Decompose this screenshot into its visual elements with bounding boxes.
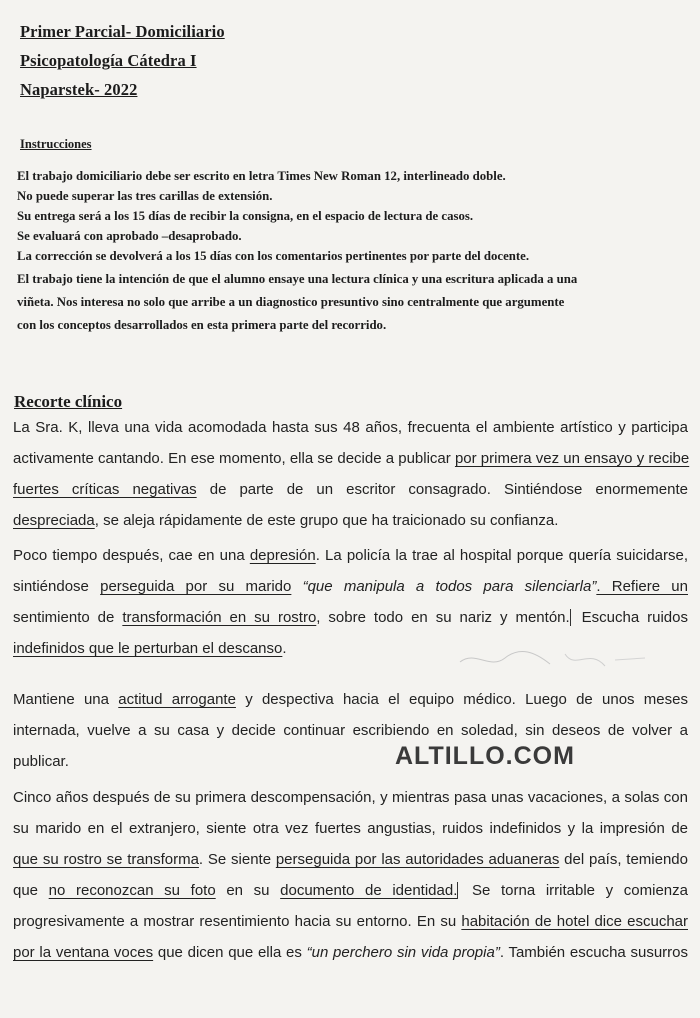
text-span: . Se siente — [198, 851, 276, 868]
instruction-line: El trabajo tiene la intención de que el alumno ensaye una lectura clínica y una escritura aplicada a una — [17, 272, 578, 286]
instruction-line: Se evaluará con aprobado –desaprobado. — [17, 229, 242, 243]
text-line — [13, 443, 688, 474]
text-line — [13, 540, 688, 571]
instructions-body — [17, 166, 687, 335]
underlined-text: por primera vez un ensayo y recibe — [454, 450, 690, 467]
clinical-case-heading: Recorte clínico — [14, 392, 123, 411]
text-span: progresivamente a mostrar resentimiento hacia su entorno. En su — [13, 913, 462, 930]
course-name: Psicopatología Cátedra I — [20, 51, 197, 70]
instruction-line: Su entrega será a los 15 días de recibir la consigna, en el espacio de lectura de casos. — [17, 209, 474, 223]
text-span: Poco tiempo después, cae en una — [13, 547, 250, 564]
underlined-text: indefinidos que le perturban el descanso — [13, 640, 283, 657]
text-line — [13, 602, 688, 633]
quote-text: “que manipula a todos para silenciarla” — [291, 578, 597, 595]
text-span: . — [282, 640, 287, 657]
text-span: del país, temiendo — [559, 851, 688, 868]
text-line — [13, 906, 688, 937]
text-line: internada, vuelve a su casa y decide continuar escribiendo en soledad, sin deseos de volver a — [13, 722, 688, 739]
case-paragraph-3 — [13, 684, 688, 777]
underlined-text: depresión — [249, 547, 316, 564]
instruction-line: El trabajo domiciliario debe ser escrito en letra Times New Roman 12, interlineado doble. — [17, 169, 506, 183]
text-span: Mantiene una — [13, 691, 119, 708]
text-line — [13, 937, 688, 968]
text-span: y despectiva hacia el equipo médico. Luego de unos meses — [235, 691, 688, 708]
bracketed-text: Escucha ruidos — [570, 609, 688, 626]
text-line — [13, 844, 688, 875]
text-span: sintiéndose — [13, 578, 101, 595]
underlined-text: transformación en su rostro — [122, 609, 317, 626]
text-span: que dicen que ella es — [153, 944, 307, 961]
text-span: que — [13, 882, 49, 899]
underlined-text: . Refiere un — [596, 578, 688, 595]
text-span: , se aleja rápidamente de este grupo que ha traicionado su confianza. — [94, 512, 559, 529]
underlined-text: fuertes críticas negativas — [13, 481, 197, 498]
pencil-scribble-mark — [455, 640, 655, 680]
underlined-text: habitación de hotel dice escuchar — [461, 913, 688, 930]
text-line — [13, 505, 688, 536]
text-span: sentimiento de — [13, 609, 123, 626]
text-line: su marido en el extranjero, siente otra vez fuertes angustias, ruidos indefinidos y la impresión de — [13, 820, 688, 837]
text-span: . La policía la trae al hospital porque quería suicidarse, — [315, 547, 688, 564]
underlined-text: perseguida por su marido — [100, 578, 292, 595]
text-line — [13, 571, 688, 602]
text-line — [13, 684, 688, 715]
text-line: Cinco años después de su primera descompensación, y mientras pasa unas vacaciones, a solas con — [13, 789, 688, 806]
exam-title: Primer Parcial- Domiciliario — [20, 22, 225, 41]
text-span: en su — [215, 882, 281, 899]
text-span: . También escucha susurros — [499, 944, 689, 961]
instruction-line: La corrección se devolverá a los 15 días con los comentarios pertinentes por parte del docente. — [17, 249, 530, 263]
professor-year: Naparstek- 2022 — [20, 80, 138, 99]
underlined-text: despreciada — [13, 512, 95, 529]
bracketed-text: Se torna irritable y comienza — [457, 882, 688, 899]
underlined-text: documento de identidad. — [280, 882, 458, 899]
text-line — [13, 474, 688, 505]
underlined-text: perseguida por las autoridades aduaneras — [275, 851, 560, 868]
text-span: de parte de un escritor consagrado. Sintiéndose enormemente — [196, 481, 688, 498]
underlined-text: por la ventana voces — [13, 944, 154, 961]
underlined-text: actitud arrogante — [118, 691, 236, 708]
instruction-line: con los conceptos desarrollados en esta primera parte del recorrido. — [17, 318, 387, 332]
instructions-heading: Instrucciones — [20, 137, 92, 151]
text-line: La Sra. K, lleva una vida acomodada hasta sus 48 años, frecuenta el ambiente artístico y participa — [13, 419, 688, 436]
text-span: activamente cantando. En ese momento, ella se decide a publicar — [13, 450, 455, 467]
text-span: , sobre todo en su nariz y mentón. — [316, 609, 570, 626]
case-paragraph-4 — [13, 782, 688, 968]
case-paragraph-1 — [13, 412, 688, 536]
underlined-text: que su rostro se transforma — [13, 851, 199, 868]
text-line — [13, 875, 688, 906]
quote-text: “un perchero sin vida propia” — [306, 944, 500, 961]
text-line: publicar. — [13, 753, 69, 770]
instruction-line: viñeta. Nos interesa no solo que arribe a un diagnostico presuntivo sino centralmente que argumente — [17, 295, 565, 309]
instruction-line: No puede superar las tres carillas de extensión. — [17, 189, 273, 203]
watermark: ALTILLO.COM — [395, 742, 575, 770]
underlined-text: no reconozcan su foto — [48, 882, 216, 899]
